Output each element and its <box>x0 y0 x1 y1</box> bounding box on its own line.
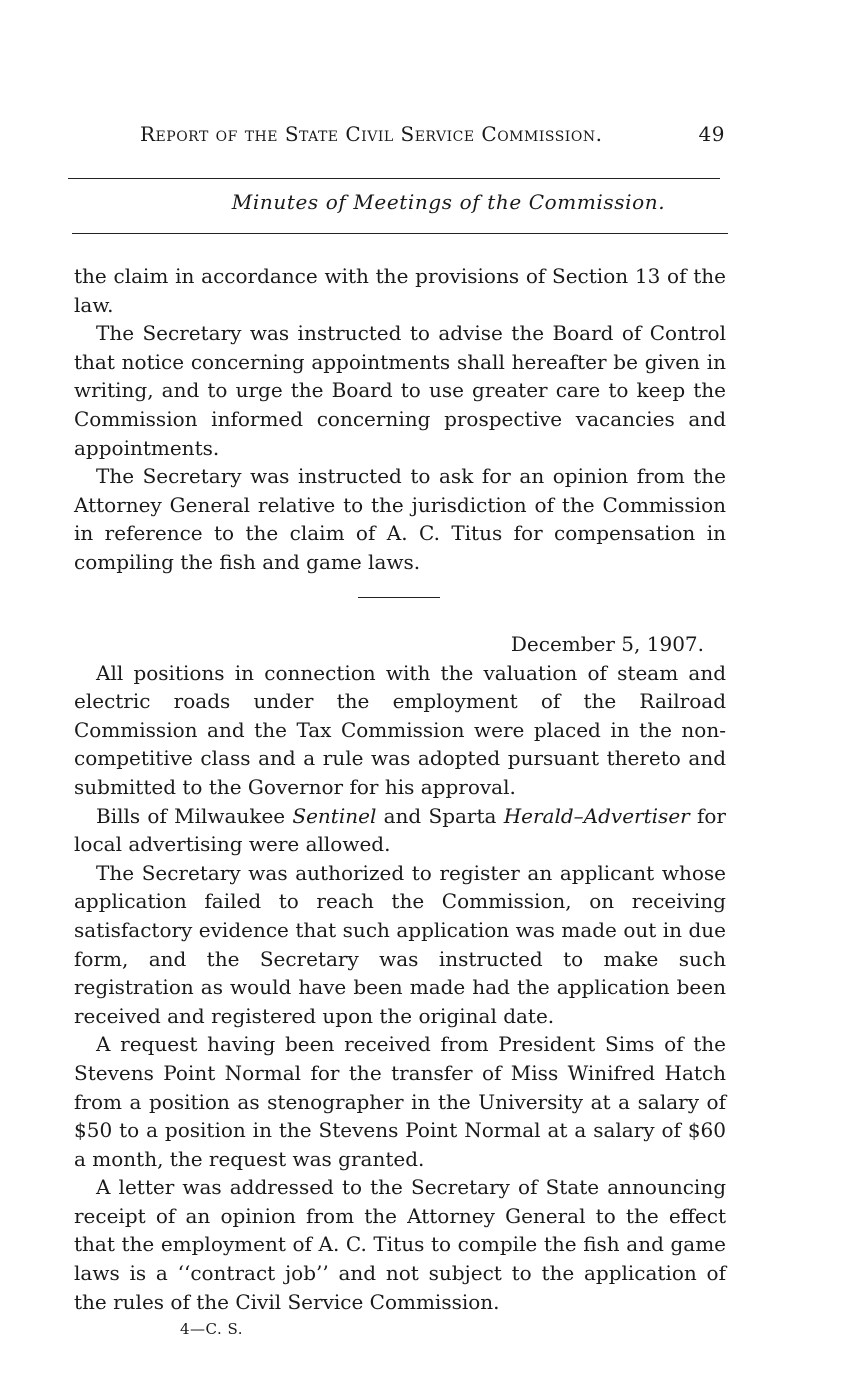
newspaper-sentinel: Sentinel <box>292 803 377 828</box>
header-rule-bottom <box>72 233 728 234</box>
section-december-meeting <box>74 630 726 1316</box>
section-subheading: Minutes of Meetings of the Commission. <box>231 190 666 214</box>
paragraph-board-of-control: The Secretary was instructed to advise the Board of Control that notice concerning appointments shall hereafter be given in writing, and to urge the Board to use greater care to keep the Commission informed concerning prospective vacancies and appointments. <box>74 321 726 460</box>
bills-text-before: Bills of Milwaukee <box>96 803 293 828</box>
running-head-title: Report of the State Civil Service Commission. <box>140 122 603 146</box>
paragraph-secretary-of-state-letter: A letter was addressed to the Secretary of State announcing receipt of an opinion from the Attorney General to the effect that the employment of A. C. Titus to compile the fish and game laws is a ‘‘contract job’’ and not subject to the application of the rules of the Civil Service Commission. <box>74 1175 726 1314</box>
paragraph-applicant-registration: The Secretary was authorized to register an applicant whose application failed to reach the Commission, on receiving satisfactory evidence that such application was made out in due form, and the Secretary was instructed to make such registration as would have been made had the application been received and registered upon the original date. <box>74 860 726 1028</box>
paragraph-transfer-request: A request having been received from President Sims of the Stevens Point Normal for the transfer of Miss Winifred Hatch from a position as stenographer in the University at a salary of $50 to a position in the Stevens Point Normal at a salary of $60 a month, the request was granted. <box>74 1032 726 1171</box>
header-rule-top <box>68 178 720 179</box>
meeting-date: December 5, 1907. <box>510 632 704 656</box>
bills-text-middle: and Sparta <box>376 803 504 828</box>
paragraph-advertising-bills <box>74 802 726 859</box>
bills-text-after: for local advertising were allowed. <box>74 803 726 857</box>
section-previous-meeting <box>74 262 726 577</box>
newspaper-herald-advertiser: Herald–Advertiser <box>503 803 690 828</box>
section-divider <box>358 597 440 598</box>
paragraph-claim-continuation: the claim in accordance with the provisions of Section 13 of the law. <box>74 264 726 317</box>
paragraph-railroad-positions: All positions in connection with the valuation of steam and electric roads under the employment of the Railroad Commission and the Tax Commission were placed in the non-competitive class and a rule was adopted pursuant thereto and submitted to the Governor for his approval. <box>74 660 726 799</box>
page-number: 49 <box>698 122 725 146</box>
paragraph-attorney-general-opinion-request: The Secretary was instructed to ask for an opinion from the Attorney General relative to the jurisdiction of the Commission in reference to the claim of A. C. Titus for compensation in compiling the fish and game laws. <box>74 464 726 574</box>
signature-mark: 4—C. S. <box>180 1320 244 1338</box>
